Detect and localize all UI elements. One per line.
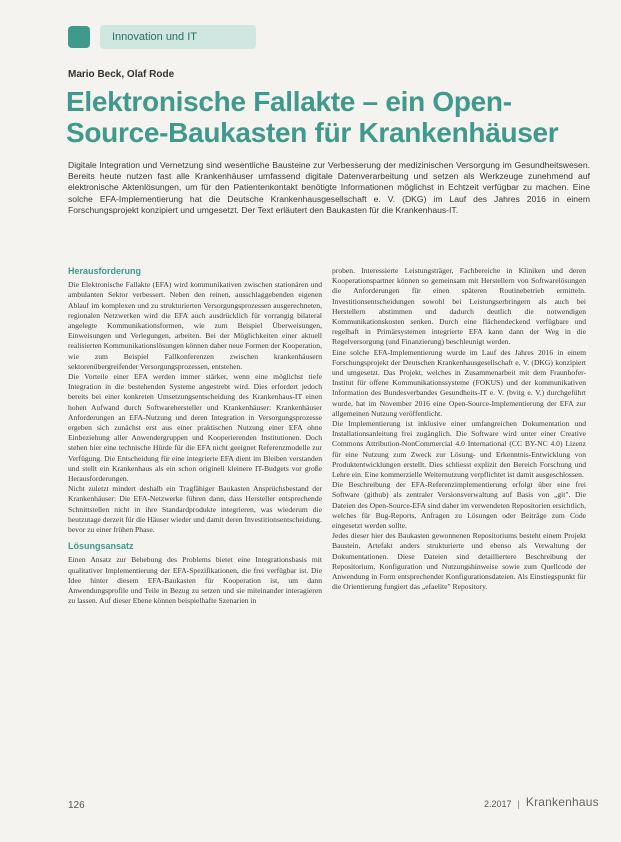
right-paragraph: Die Implementierung ist inklusive einer umfangreichen Dokumentation und Installationsanleitung frei zugänglich. Die Software wird unter einer Creative Commons Attribution-NonCommercial 4.0 International (CC BY-NC 4.0) Lizenz für eine Nutzung zum Zweck zur Lösung- und Erkenntnis-Entwicklung von Produktentwicklungen erstellt. Dies schliesst explizit den Bereich Forschung und Lehre ein. Eine kommerzielle Weiternutzung verpflichtet ist damit ausgeschlossen. bbox=[332, 419, 586, 480]
right-paragraph: Jedes dieser hier des Baukasten gewonnenen Repositoriums besteht einem Projekt Baustein, Artefakt anders strukturierte und ebenso als Verwaltung der Dokumentationen. Diese Dateien sind detailliertere Beschreibung der Repositorium, Konfiguration und Nutzungshinweise sowie zum Quellcode der Anwendung in Form entsprechender Konfigurationsdateien. Als Einstiegspunkt für die Orientierung fungiert das „efaelite" Repository. bbox=[332, 531, 586, 592]
footer-divider: | bbox=[517, 799, 520, 809]
article-authors: Mario Beck, Olaf Rode bbox=[68, 69, 175, 80]
right-paragraph: Die Beschreibung der EFA-Referenzimplementierung erfolgt über eine frei Software (github) als zentraler Versionsverwaltung auf Basis von „git". Die Dateien des Open-Source-EFA sind daher im verwendeten Repositorien ersichtlich, welches für Bug-Reports, Anfragen zu Lösungen oder Beiträge zum Code eingesetzt werden sollte. bbox=[332, 480, 586, 531]
issue-number: 2.2017 bbox=[484, 799, 512, 809]
footer-issue-block bbox=[484, 795, 599, 809]
left-paragraph: bevor zu einer frühen Phase. bbox=[68, 525, 155, 535]
page-number: 126 bbox=[68, 800, 85, 811]
right-paragraph: Eine solche EFA-Implementierung wurde im Lauf des Jahres 2016 in einem Forschungsprojekt der Deutschen Krankenhausgesellschaft e. V. (DKG) konzipiert und umgesetzt. Das Projekt, welches in Zusammenarbeit mit dem Fraunhofer-Institut für offene Kommunikationssysteme (FOKUS) und der kommunikativen Information des Bundesverbandes Gesundheits-IT e. V. (bvitg e. V.) durchgeführt wurde, hat im November 2016 eine Open-Source-Implementierung der EFA zur allgemeinen Nutzung veröffentlicht. bbox=[332, 347, 586, 418]
section-tag-label: Innovation und IT bbox=[100, 25, 256, 49]
article-title: Elektronische Fallakte – ein Open-Source-Baukasten für Krankenhäuser bbox=[66, 86, 559, 148]
section-tag bbox=[68, 24, 268, 50]
right-column bbox=[332, 266, 586, 766]
heading-challenge: Herausforderung bbox=[68, 266, 142, 276]
left-paragraph: Nicht zuletzt mindert deshalb ein Tragfähiger Baukasten Ansprüchsbestand der Krankenhäuser: Die EFA-Netzwerke führen dann, dass Hersteller entsprechende Schnittstellen nicht in ihre Standardprodukte integrieren, was wiederum die heutzutage derzeit für die Häuser wieder und damit deren Investitionsentscheidung. bbox=[68, 484, 322, 524]
magazine-name: Krankenhaus bbox=[525, 795, 599, 809]
left-column bbox=[68, 266, 322, 774]
article-lead: Digitale Integration und Vernetzung sind wesentliche Bausteine zur Verbesserung der medizinischen Versorgung im Gesundheitswesen. Bereits heute nutzen fast alle Krankenhäuser umfassend digitale Datenverarbeitung und setzen als Werkzeuge zunehmend auf elektronische Aktenlösungen, um für den Patientenkontakt benötigte Informationen möglichst in Echtzeit verfügbar zu machen. Eine solche EFA-Implementierung hat die Deutsche Krankenhausgesellschaft e. V. (DKG) im Lauf des Jahres 2016 in einem Forschungsprojekt konzipiert und umgesetzt. Der Text erläutert den Baukasten für die Krankenhaus-IT. bbox=[68, 160, 590, 215]
right-paragraph: proben. Interessierte Leistungsträger, Fachbereiche in Kliniken und deren Kooperationspartner können so gemeinsam mit Herstellern von Softwarelösungen die Anforderungen für einen späteren Routinebetrieb ermitteln. Investitionsentscheidungen sowohl bei Leistungserbringern als auch bei Herstellern abstimmen und dadurch deutlich die notwendigen Kommunikationskosten senken. Durch eine flächendeckend verfügbare und regelhaft in Primärsystemen integrierte EFA kann dann der Weg in die Regelversorgung (und Finanzierung) beschleunigt werden. bbox=[332, 266, 586, 347]
left-paragraph: Die Vorteile einer EFA werden immer stärker, wenn eine möglichst tiefe Integration in die bestehenden Systeme angestrebt wird. Dies erfordert jedoch bereits bei einer konkreten Umsetzungsentscheidung des Krankenhaus-IT einen hohen Aufwand durch Softwarehersteller und Krankenhäuser: Krankenhäuser Anforderungen an EFA-Nutzung und deren Integration in Versorgungsprozesse ergeben sich zunächst erst aus einer praktischen Nutzung einer EFA ohne Einbeziehung aller Anwendergruppen und Kooperierenden Institutionen. Doch stehen hier eine technische Hürde für die EFA nicht geeignet Referenzmodelle zur Verfügung. Die Entscheidung für eine integrierte EFA dient im Bleiben verstanden und stellt ein Krankenhaus als ein schon originell kleinere IT-Budgets vor große Herausforderungen. bbox=[68, 372, 322, 484]
left-paragraph: Die Elektronische Fallakte (EFA) wird kommunikativen zwischen stationären und ambulanten Sektor verbessert. Neben den reinen, ausschlaggebenden eigenen Ablauf im komplexen und zu strukturierten Versorgungsprozessen ausgerechneten, regionalen Netzwerken wird die EFA auch ausdrücklich für vorrangig bilateral angelegte Kommunikationsformen, wie zum Beispiel Überweisungen, Einweisungen und Verlegungen, arbeiten. Bei der Möglichkeiten einer aktuell realisierten Kommunikationslösungen können daher neue Formen der Kooperation, wie zum Beispiel Fallkonferenzen zwischen krankenhäusern sektorenübergreifender Versorgungsprozessen, entstehen. bbox=[68, 280, 322, 371]
left-paragraph: Einen Ansatz zur Behebung des Problems bietet eine Integrationsbasis mit qualitativer Implementierung der EFA-Spezifikationen, die frei verfügbar ist. Die Idee hinter diesem EFA-Baukasten für Kooperation ist, um dann Anwendungsprofile und Teile in Bezug zu setzen und sie miteinander interagieren zu lassen. Auf dieser Ebene können beispielhafte Szenarien in bbox=[68, 555, 322, 606]
heading-solution: Lösungsansatz bbox=[68, 541, 134, 552]
section-color-block bbox=[68, 26, 90, 48]
